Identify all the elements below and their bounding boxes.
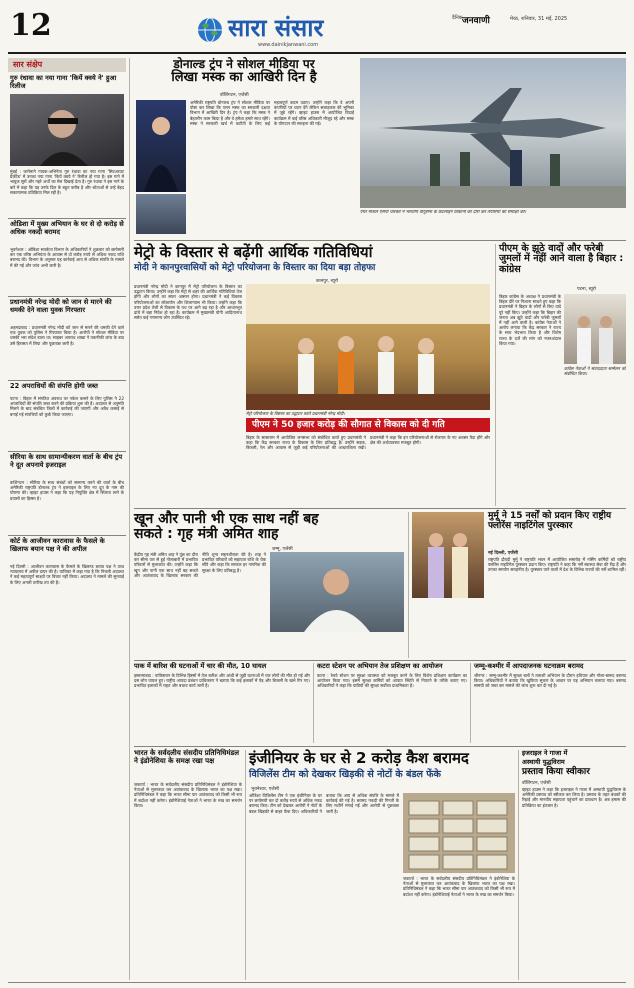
sub-kicker: अस्थायी युद्धविराम <box>522 758 565 766</box>
headline <box>134 58 354 85</box>
photo-trump-musk <box>136 100 186 192</box>
article-body: श्रीनगर : जम्मू-कश्मीर में सुरक्षा बलों ने तलाशी अभियान के दौरान हथियार और गोला-बारूद बरामद किया। अधिकारियों ने बताया कि खुफिया सूचना के आधार पर यह अभियान चलाया गया। बरामद सामग्री को जब्त कर मामले की जांच शुरू कर दी गई है। <box>474 673 626 689</box>
sidebar-item-title[interactable]: सीरिया के साथ सामान्यीकरण वार्ता के बीच ट्रंप ने दूत अपनाये इजराइल <box>10 453 123 469</box>
column-rule <box>313 663 314 743</box>
photo-caption: मेट्रो परियोजना के विस्तार का उद्घाटन करते प्रधानमंत्री नरेन्द्र मोदी। <box>246 411 345 416</box>
divider <box>134 746 626 747</box>
photo-caption: कांग्रेस नेताओं ने संवाददाता सम्मेलन को संबोधित किया। <box>564 366 626 377</box>
divider <box>134 508 626 509</box>
headline-line: सकते : गृह मंत्री अमित शाह <box>134 526 279 543</box>
sidebar-item-body: भुवनेश्वर : ओडिशा सतर्कता विभाग के अधिकारियों ने शुक्रवार को छापेमारी कर एक वरिष्ठ अभियंता के आवास से दो करोड़ रुपये से अधिक नकद राशि बरामद की। विभाग के अनुसार यह कार्रवाई आय से अधिक संपत्ति के मामले में की गई और जांच अभी जारी है। <box>10 247 124 268</box>
dateline: मेरठ, शनिवार, 31 मई, 2025 <box>510 16 568 22</box>
story-award <box>412 512 626 658</box>
photo-amit-shah <box>270 552 404 632</box>
photo-pm-metro <box>246 284 490 410</box>
sidebar-item-title[interactable]: कोर्ट के आजीवन कारावास के फैसले के खिलाफ बयान पक्ष ने की अपील <box>10 537 105 553</box>
sidebar <box>8 58 126 980</box>
article-body: बिहार कांग्रेस के अध्यक्ष ने प्रधानमंत्री के बिहार दौरे पर निशाना साधते हुए कहा कि प्रधानमंत्री ने बिहार के लोगों से किए वादे पूरे नहीं किए। उन्होंने कहा कि बिहार की जनता अब झूठे वादों और फरेबी जुमलों में नहीं आने वाली है। कांग्रेस नेताओं ने आरोप लगाया कि केंद्र सरकार ने राज्य के साथ भेदभाव किया है और विशेष राज्य के दर्जे की मांग को नजरअंदाज किया गया। <box>499 294 561 346</box>
paper-name: जनवाणी <box>462 16 490 26</box>
sidebar-item-body: पटना : बिहार में संगठित अपराध पर नकेल कसने के लिए पुलिस ने 22 अपराधियों की संपत्ति जब्त करने की प्रक्रिया शुरू की है। अदालत से अनुमति मिलने के बाद संबंधित जिलों में कार्रवाई की जाएगी और अवैध कमाई से बनाई गई संपत्तियों को कुर्क किया जाएगा। <box>10 396 124 417</box>
sidebar-item-title[interactable]: ओडिशा में मुख्य अभियान के घर से दो करोड़ से अधिक नकदी बरामद <box>10 220 124 236</box>
story-metro <box>134 244 492 504</box>
headline: भारत के सर्वदलीय संसदीय प्रतिनिधिमंडल ने इंडोनेशिया के समक्ष रखा पक्ष <box>134 749 240 765</box>
story-shah <box>134 512 404 658</box>
column-rule <box>518 750 519 980</box>
divider <box>8 451 126 452</box>
story-cash <box>249 750 515 980</box>
brand-title: सारा संसार <box>228 14 324 42</box>
headline-line: लिखा मस्क का आखिरी दिन है <box>171 69 317 85</box>
article-body: व्हाइट हाउस ने कहा कि इजराइल ने गाजा में अस्थायी युद्धविराम के अमेरिकी प्रस्ताव को स्वीकार कर लिया है। प्रस्ताव के तहत बंधकों की रिहाई और मानवीय सहायता पहुंचाने का प्रावधान है। अब हमास की प्रतिक्रिया का इंतजार है। <box>522 787 626 808</box>
headline: जम्मू-कश्मीर में आपदाजनक घटनाक्रम बरामद <box>474 662 584 670</box>
headline: मुर्मू ने 15 नर्सों को प्रदान किए राष्ट्रीय फ्लोरेंस नाइटिंगेल पुरस्कार <box>488 511 612 531</box>
headline: पीएम के झूठे वादों और फरेबी जुमलों में नहीं आने वाला है बिहार : कांग्रेस <box>499 243 624 275</box>
article-body: जकार्ता : भारत के सर्वदलीय संसदीय प्रतिनिधिमंडल ने इंडोनेशिया के नेताओं से मुलाकात कर आतंकवाद के खिलाफ भारत का पक्ष रखा। प्रतिनिधिमंडल ने कहा कि भारत सीमा पार आतंकवाद को किसी भी रूप में बर्दाश्त नहीं करेगा। इंडोनेशियाई नेताओं ने भारत के रुख का समर्थन किया। <box>134 782 242 808</box>
photo-award-ceremony <box>412 512 484 598</box>
column-rule <box>495 244 496 506</box>
headline-line: खून और पानी भी एक साथ नहीं बह <box>134 511 319 527</box>
banner-pm: पीएम ने 50 हजार करोड़ की सौगात से विकास को दी गति <box>246 418 490 432</box>
people-icon <box>412 512 484 598</box>
headline-line: डोनाल्ड ट्रंप ने सोशल मीडिया पर <box>173 57 315 71</box>
story-trump <box>134 58 626 238</box>
sidebar-item-title[interactable]: गुरु रंधावा का नया गाना 'कियें क्वये ने' हुआ रिलीज <box>10 74 117 90</box>
sidebar-item-body: मुंबई : जानेमाने गायक-अभिनेता गुरु रंधावा का नया गाना 'सिटअरउट प्रेज़ेंटेड' में उनका नया गाना 'कियें क्वये ने' रिलीज हो गया है। इस गाने में भावुक सुरों और गहरे अर्थों का मेल दिखाई देता है। गुरु रंधावा ने इस गाने के बारे में कहा कि यह उनके दिल के बहुत करीब है और श्रोताओं से उन्हें बेहद सकारात्मक प्रतिक्रिया मिल रही है। <box>10 169 124 195</box>
sidebar-item-body: वाशिंगटन : सीरिया के साथ संबंधों को सामान्य करने की वार्ता के बीच अमेरिकी राष्ट्रपति डोनाल्ड ट्रंप ने इजराइल के लिए नए दूत के नाम की घोषणा की। व्हाइट हाउस ने कहा कि यह नियुक्ति क्षेत्र में स्थिरता लाने के प्रयासों का हिस्सा है। <box>10 480 124 501</box>
divider <box>134 240 626 241</box>
byline: नई दिल्ली, एजेंसी <box>488 551 518 556</box>
story-pak <box>134 663 310 743</box>
divider <box>8 380 126 381</box>
cash-bundles-icon <box>403 793 515 873</box>
fighter-jet-icon <box>360 58 626 208</box>
article-body: अमेरिकी राष्ट्रपति डोनाल्ड ट्रंप ने सोशल मीडिया पर पोस्ट कर लिखा कि एलन मस्क का सरकारी दक्षता विभाग में आखिरी दिन है। ट्रंप ने कहा कि मस्क ने बेहतरीन काम किया है और वे हमेशा हमारे साथ रहेंगे। मस्क ने सरकारी खर्च में कटौती के लिए कई महत्वपूर्ण कदम उठाए। उन्होंने कहा कि वे अपनी कंपनियों पर ध्यान देंगे लेकिन सलाहकार की भूमिका में जुड़े रहेंगे। व्हाइट हाउस में आयोजित विदाई कार्यक्रम में कई वरिष्ठ अधिकारी मौजूद रहे और मस्क के योगदान की सराहना की गई। <box>190 100 354 126</box>
sidebar-photo-singer <box>10 94 124 166</box>
article-body: राष्ट्रपति द्रौपदी मुर्मू ने राष्ट्रपति भवन में आयोजित समारोह में नर्सिंग कर्मियों को राष्ट्रीय फ्लोरेंस नाइटिंगेल पुरस्कार प्रदान किए। राष्ट्रपति ने कहा कि नर्सें स्वास्थ्य सेवा की रीढ़ हैं और उनका समर्पण सराहनीय है। पुरस्कार पाने वालों में देश के विभिन्न राज्यों की नर्सें शामिल रहीं। <box>488 557 626 573</box>
column-rule <box>470 663 471 743</box>
byline: वॉशिंगटन, एजेंसी <box>522 781 551 786</box>
byline: जम्मू, एजेंसी <box>272 547 293 552</box>
subhead: विजिलेंस टीम को देखकर खिड़की से नोटों के बंडल फेंके <box>249 769 441 780</box>
headline: प्रस्ताव किया स्वीकार <box>522 767 590 777</box>
story-katra <box>317 663 467 743</box>
article-body-cont: जकार्ता : भारत के सर्वदलीय संसदीय प्रतिनिधिमंडल ने इंडोनेशिया के नेताओं से मुलाकात कर आतंकवाद के खिलाफ भारत का पक्ष रखा। प्रतिनिधिमंडल ने कहा कि भारत सीमा पार आतंकवाद को किसी भी रूप में बर्दाश्त नहीं करेगा। इंडोनेशियाई नेताओं ने भारत के रुख का समर्थन किया। <box>403 876 515 897</box>
people-icon <box>564 294 626 364</box>
story-kashmir <box>474 663 626 743</box>
photo-caption: एयर मार्शल एसपी धारकर ने भारतीय वायुसेना के फ्रंटलाइन ठिकानों का दौरा कर तैयारियों की समीक्षा की। <box>360 210 526 215</box>
byline: वॉशिंगटन, एजेंसी <box>220 93 249 98</box>
byline: कानपुर, ब्यूरो <box>316 279 338 284</box>
article-body: कटरा : रेलवे स्टेशन पर सुरक्षा व्यवस्था को मजबूत करने के लिए विशेष प्रशिक्षण कार्यक्रम का आयोजन किया गया। इसमें सुरक्षा कर्मियों को आपात स्थिति से निपटने के तरीके बताए गए। अधिकारियों ने कहा कि यात्रियों की सुरक्षा सर्वोच्च प्राथमिकता है। <box>317 673 467 689</box>
story-gaza <box>522 750 626 980</box>
divider <box>8 535 126 536</box>
byline: पटना, ब्यूरो <box>577 287 596 292</box>
sidebar-item-title[interactable]: 22 अपराधियों की संपत्ति होगी जब्त <box>10 382 98 390</box>
byline: भुवनेश्वर, एजेंसी <box>251 787 279 792</box>
headline: पाक में बारिश की घटनाओं में चार की मौत, 10 घायल <box>134 662 267 670</box>
story-delegation <box>134 750 242 980</box>
headline: कटरा स्टेशन पर अभियान तेज प्रशिक्षण का आयोजन <box>317 662 443 670</box>
article-body: बिहार के सासाराम में आयोजित जनसभा को संबोधित करते हुए प्रधानमंत्री ने कहा कि केंद्र सरकार राज्य के विकास के लिए प्रतिबद्ध है। उन्होंने सड़क, बिजली, रेल और आवास से जुड़ी कई परियोजनाओं की आधारशिला रखी। प्रधानमंत्री ने कहा कि इन परियोजनाओं से रोजगार के नए अवसर पैदा होंगे और क्षेत्र की अर्थव्यवस्था मजबूत होगी। <box>246 435 490 451</box>
headline: मेट्रो के विस्तार से बढ़ेंगी आर्थिक गतिविधियां <box>134 243 373 261</box>
person-icon <box>270 552 404 632</box>
sidebar-item-body: नई दिल्ली : आजीवन कारावास के फैसले के खिलाफ बचाव पक्ष ने उच्च न्यायालय में अपील दायर की है। याचिका में कहा गया है कि निचली अदालत ने कई महत्वपूर्ण साक्ष्यों पर विचार नहीं किया। अदालत ने मामले की सुनवाई के लिए अगली तारीख तय की है। <box>10 564 124 585</box>
divider <box>8 296 126 297</box>
subhead: मोदी ने कानपुरवासियों को मेट्रो परियोजना के विस्तार का दिया बड़ा तोहफा <box>134 263 376 273</box>
column-rule <box>129 58 130 980</box>
photo-cash-bundles <box>403 793 515 873</box>
masthead <box>0 0 634 52</box>
photo-congress-leaders <box>564 294 626 364</box>
person-silhouette-icon <box>10 94 124 166</box>
globe-icon <box>196 16 224 44</box>
page-number: 12 <box>10 8 52 43</box>
column-rule <box>245 750 246 980</box>
article-body: प्रधानमंत्री नरेन्द्र मोदी ने कानपुर में मेट्रो परियोजना के विस्तार का उद्घाटन किया। उन्होंने कहा कि मेट्रो से शहर की आर्थिक गतिविधियां तेज होंगी और लोगों का सफर आसान होगा। प्रधानमंत्री ने कई विकास परियोजनाओं का लोकार्पण और शिलान्यास भी किया। उन्होंने कहा कि उत्तर प्रदेश तेजी से विकास के पथ पर आगे बढ़ रहा है और आधारभूत ढांचे में बड़ा निवेश हो रहा है। कार्यक्रम में मुख्यमंत्री योगी आदित्यनाथ समेत कई गणमान्य लोग उपस्थित रहे। <box>134 284 242 321</box>
website-link[interactable]: www.dainikjanwani.com <box>258 42 319 48</box>
article-body: ओडिशा विजिलेंस टीम ने एक इंजीनियर के घर पर छापेमारी कर दो करोड़ रुपये से अधिक नकद बरामद किए। टीम को देखकर आरोपी ने नोटों के बंडल खिड़की से बाहर फेंक दिए। अधिकारियों ने बताया कि आय से अधिक संपत्ति के मामले में कार्रवाई की गई है। बरामद नकदी की गिनती के लिए मशीनें मंगाई गईं और आरोपी से पूछताछ जारी है। <box>249 793 399 814</box>
sidebar-item-title[interactable]: प्रधानमंत्री नरेन्द्र मोदी को जान से मारने की धमकी देने वाला युवक गिरफ्तार <box>10 298 112 314</box>
divider <box>134 660 626 661</box>
page-bottom-rule <box>8 982 626 983</box>
story-congress <box>499 244 626 506</box>
headline: इंजीनियर के घर से 2 करोड़ कैश बरामद <box>249 749 469 767</box>
article-body: इस्लामाबाद : पाकिस्तान के विभिन्न हिस्सों में तेज बारिश और आंधी से जुड़ी घटनाओं में चार लोगों की मौत हो गई और दस लोग घायल हुए। राष्ट्रीय आपदा प्रबंधन प्राधिकरण ने बताया कि कई इलाकों में पेड़ और बिजली के खंभे गिर गए। प्रभावित इलाकों में राहत और बचाव कार्य जारी है। <box>134 673 310 689</box>
headline <box>134 512 404 542</box>
photo-trump-podium <box>136 194 186 234</box>
kicker: इजराइल ने गाजा में <box>522 749 568 757</box>
person-icon <box>136 100 186 192</box>
sidebar-header: सार संक्षेप <box>8 58 126 72</box>
sidebar-item-body: अहमदाबाद : प्रधानमंत्री नरेन्द्र मोदी को जान से मारने की धमकी देने वाले एक युवक को पुलिस ने गिरफ्तार किया है। आरोपी ने सोशल मीडिया पर धमकी भरा संदेश डाला था। साइबर अपराध शाखा ने तकनीकी जांच के बाद उसे हिरासत में लिया और पूछताछ जारी है। <box>10 325 124 346</box>
photo-airbase <box>360 58 626 208</box>
paper-label: दैनिक <box>452 15 463 21</box>
stage-crowd-icon <box>246 284 490 410</box>
column-rule <box>408 512 409 658</box>
masthead-rule <box>8 52 626 54</box>
article-body: केंद्रीय गृह मंत्री अमित शाह ने पुंछ का दौरा कर सीमा पार से हुई गोलाबारी में प्रभावित परिवारों से मुलाकात की। उन्होंने कहा कि खून और पानी एक साथ नहीं बह सकते और आतंकवाद के खिलाफ सरकार की नीति शून्य सहनशीलता की है। शाह ने प्रभावित परिवारों को सहायता राशि के चेक सौंपे और कहा कि सरकार हर नागरिक की सुरक्षा के लिए प्रतिबद्ध है। <box>134 552 266 578</box>
divider <box>8 218 126 219</box>
